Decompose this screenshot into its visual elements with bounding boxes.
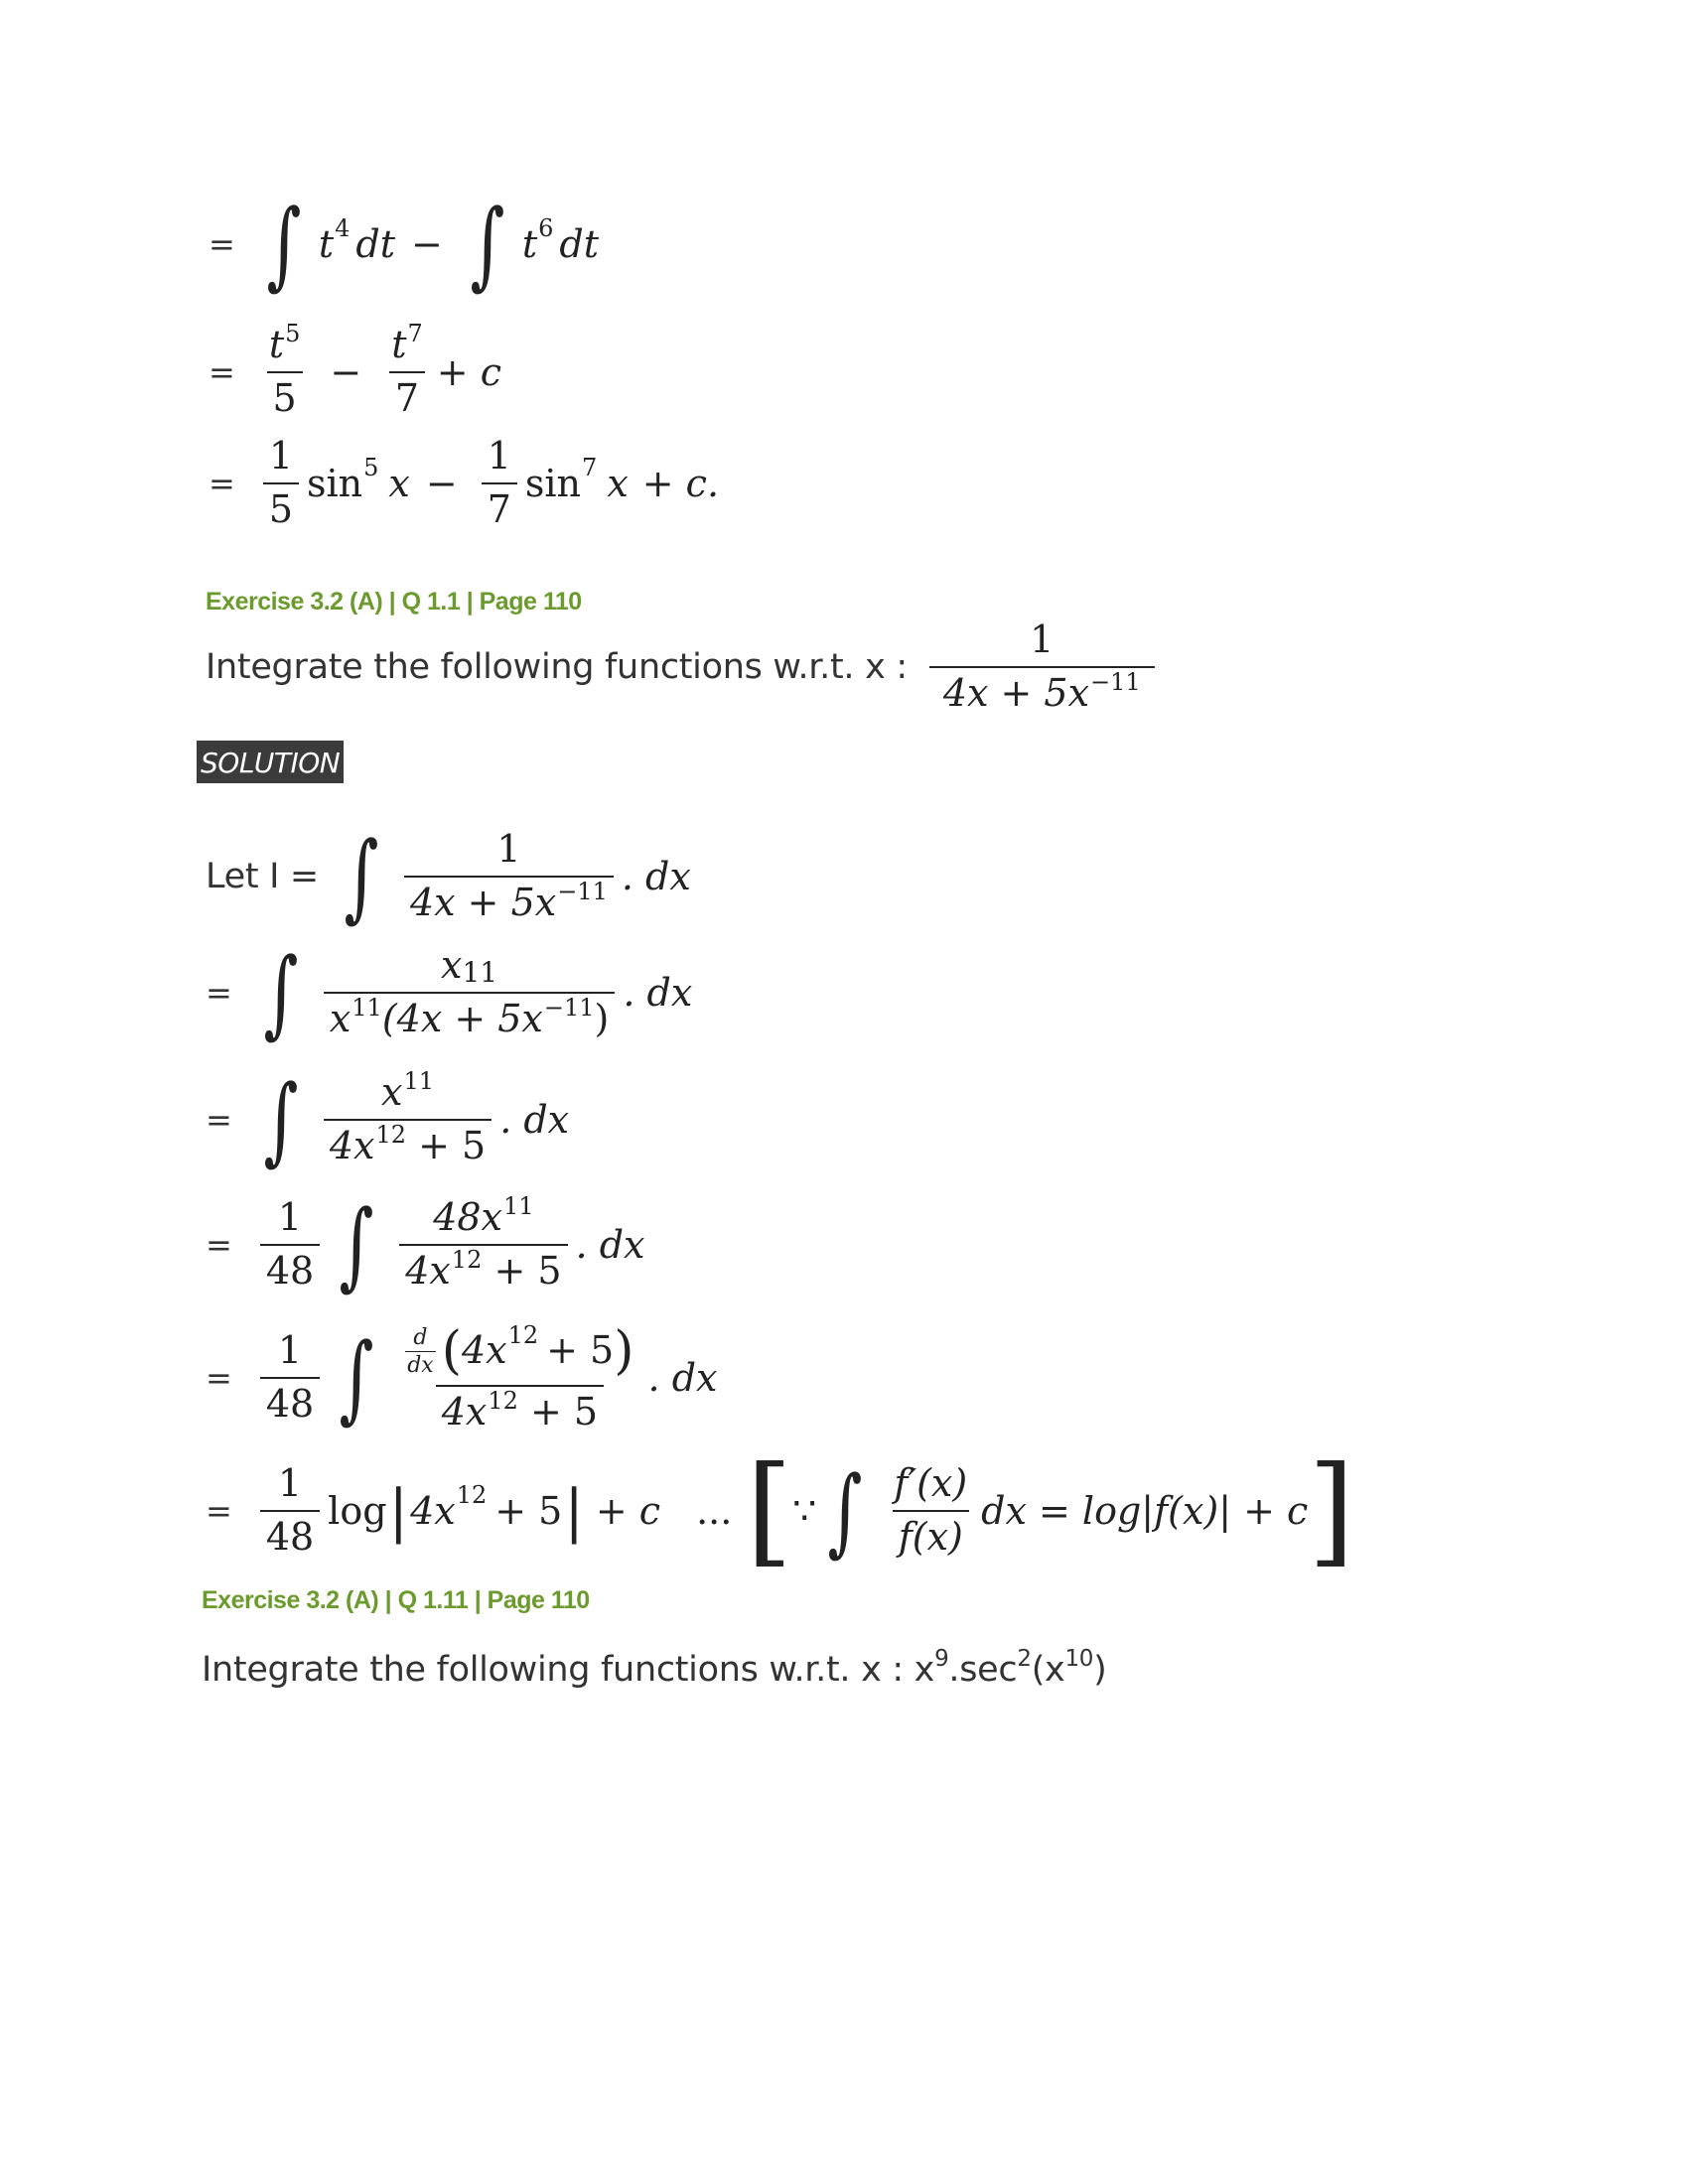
integral-sign-icon: ∫ (470, 189, 505, 300)
question-text: Integrate the following functions w.r.t. x : (206, 646, 908, 687)
let-label: Let I = (206, 857, 319, 896)
integral-sign-icon: ∫ (263, 937, 299, 1048)
constant-term: + c. (641, 461, 720, 505)
because-symbol: ∵ (792, 1489, 817, 1533)
fraction: $\frac{t^7}{7}$ (385, 326, 429, 419)
differential: dt (559, 222, 600, 266)
fraction: $\frac{x11}{x^{11}(4x + 5x^{-11})}$ (324, 946, 616, 1039)
solution-step-6: = $\frac{1}{48}$ log | 4x 12 + 5 | + c ... [ ∵ ∫ $\frac{f'(x)}{f(x)}$ dx = log|f(x)| + c ] (206, 1441, 1355, 1579)
question-q1-1 (206, 617, 1163, 715)
constant-term: + c (595, 1489, 661, 1533)
sin-function: sin (307, 461, 363, 505)
solution-step-5: = $\frac{1}{48}$ ∫ $\frac{d}{dx}$ ( 4x 12 + 5 ) $4x^{12} + 5$ . dx (206, 1320, 718, 1434)
coefficient-fraction: $\frac{1}{48}$ (260, 1198, 320, 1292)
fraction: $\frac{d}{dx}$ ( 4x 12 + 5 ) $4x^{12} + 5$ (407, 1320, 634, 1433)
variable: t (318, 222, 335, 266)
step-result: = $\frac{1}{5}$ sin 5 x − $\frac{1}{7}$ sin 7 x + c. (209, 434, 720, 531)
equals-sign: = (206, 1226, 232, 1264)
equals-sign: = (206, 1359, 232, 1398)
step-integral-split (209, 189, 600, 300)
integral-sign-icon: ∫ (263, 1064, 299, 1175)
operator: − (411, 222, 443, 266)
solution-badge: SOLUTION (197, 741, 344, 783)
equals-sign: = (209, 225, 235, 263)
fraction: $\frac{1}{4x + 5x^{-11}}$ (404, 830, 614, 923)
differential: dt (355, 222, 395, 266)
fraction: $\frac{1}{7}$ (482, 437, 517, 530)
integral-sign-icon: ∫ (339, 1322, 374, 1434)
integral-sign-icon: ∫ (344, 821, 379, 932)
coefficient-fraction: $\frac{1}{48}$ (260, 1331, 320, 1425)
solution-step-4: = $\frac{1}{48}$ ∫ $\frac{48x^{11}}{4x^{12} + 5}$ . dx (206, 1189, 645, 1300)
fraction: $\frac{1}{5}$ (263, 437, 299, 530)
solution-step-1: Let I = ∫ $\frac{1}{4x + 5x^{-11}}$ . dx (206, 821, 691, 932)
equals-sign: = (209, 464, 235, 502)
question-fraction: $\frac{1}{4x + 5x^{-11}}$ (929, 620, 1155, 714)
exponent: 4 (335, 214, 351, 242)
coefficient-fraction: $\frac{1}{48}$ (260, 1464, 320, 1558)
ellipsis: ... (696, 1489, 733, 1533)
fraction: $\frac{t^5}{5}$ (263, 326, 307, 419)
integral-sign-icon: ∫ (827, 1455, 863, 1567)
equals-sign: = (206, 974, 232, 1012)
exercise-heading-q1-1[interactable]: Exercise 3.2 (A) | Q 1.1 | Page 110 (206, 588, 582, 615)
equals-sign: = (206, 1101, 232, 1139)
variable: t (521, 222, 538, 266)
left-bracket: [ (746, 1441, 793, 1579)
constant-term: + c (436, 349, 501, 394)
step-power-rule (209, 320, 501, 420)
sin-function: sin (524, 461, 582, 505)
log-function: log (328, 1489, 387, 1533)
solution-step-2: = ∫ $\frac{x11}{x^{11}(4x + 5x^{-11})}$ . dx (206, 937, 693, 1048)
operator: − (425, 461, 458, 505)
fraction: $\frac{48x^{11}}{4x^{12} + 5}$ (399, 1198, 567, 1292)
log-rule: dx = log|f(x)| + c (981, 1489, 1309, 1533)
integral-sign-icon: ∫ (339, 1189, 374, 1300)
integral-sign-icon: ∫ (266, 189, 302, 300)
equals-sign: = (206, 1492, 232, 1530)
operator: − (330, 349, 362, 394)
question-q1-11: Integrate the following functions w.r.t. x : $x^9.\sec^2(x^{10})$ (202, 1646, 1107, 1690)
solution-step-3: = ∫ $\frac{x^{11}}{4x^{12} + 5}$ . dx (206, 1064, 570, 1175)
right-bracket: ] (1308, 1441, 1355, 1579)
exercise-heading-q1-11[interactable]: Exercise 3.2 (A) | Q 1.11 | Page 110 (202, 1586, 590, 1614)
rule-fraction: $\frac{f'(x)}{f(x)}$ (894, 1461, 968, 1559)
fraction: $\frac{x^{11}}{4x^{12} + 5}$ (324, 1073, 492, 1166)
equals-sign: = (209, 352, 235, 391)
exponent: 6 (538, 214, 554, 242)
